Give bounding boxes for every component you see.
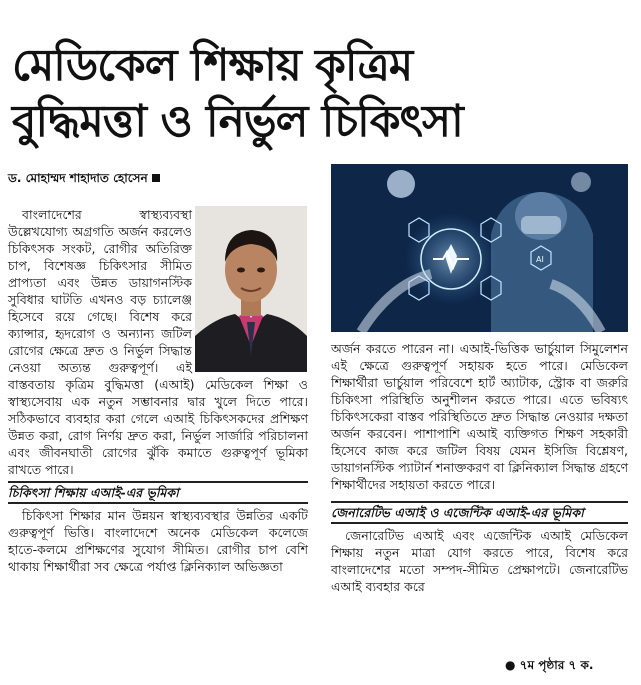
byline [8,170,160,190]
col2-paragraph-2: জেনারেটিভ এআই এবং এজেন্টিক এআই মেডিকেল শিক্ষায় নতুন মাত্রা যোগ করতে পারে, বিশেষ করে বাংলাদেশের মতো সম্পদ-সীমিত প্রেক্ষাপটে। জেনারেটিভ এআই ব্যবহার করে [331,528,628,594]
portrait-wrap-spacer [192,206,308,374]
column-2 [331,340,628,595]
headline-line-2: বুদ্ধিমত্তা ও নির্ভুল চিকিৎসা [12,96,463,147]
headline-line-1: মেডিকেল শিক্ষায় কৃত্রিম [12,40,413,91]
doctor-ai-hologram-image [331,164,628,332]
byline-square-icon [152,174,160,182]
col2-paragraph-1: অর্জন করতে পারেন না। এআই-ভিত্তিক ভার্চুয়াল সিমুলেশন এই ক্ষেত্রে গুরুত্বপূর্ণ সহায়ক হতে পারে। মেডিকেল শিক্ষার্থীরা ভার্চুয়াল পরিবেশে হার্ট অ্যাটাক, স্ট্রোক বা জরুরি চিকিৎসা পরিস্থিতি অনুশীলন করতে পারে। এতে ভবিষ্যৎ চিকিৎসকেরা বাস্তব পরিস্থিতিতে দ্রুত সিদ্ধান্ত নেওয়ার দক্ষতা অর্জন করবেন। পাশাপাশি এআই ব্যক্তিগত শিক্ষণ সহকারী হিসেবে কাজ করে জটিল বিষয় যেমন ইসিজি বিশ্লেষণ, ডায়াগনস্টিক প্যাটার্ন শনাক্তকরণ বা ক্লিনিক্যাল সিদ্ধান্ত গ্রহণে শিক্ষার্থীদের সহায়তা করতে পারে। [331,341,628,492]
col1-paragraph-2: চিকিৎসা শিক্ষার মান উন্নয়ন স্বাস্থ্যব্যবস্থার উন্নতির একটি গুরুত্বপূর্ণ ভিত্তি। বাংলাদেশে অনেক মেডিকেল কলেজে হাতে-কলমে প্রশিক্ষণের সুযোগ সীমিত। রোগীর চাপ বেশি থাকায় শিক্ষার্থীরা সব ক্ষেত্রে পর্যাপ্ত ক্লিনিক্যাল অভিজ্ঞতা [8,508,308,574]
subhead-medical-education-ai: চিকিৎসা শিক্ষায় এআই-এর ভূমিকা [8,481,308,504]
subhead-generative-agentic-ai: জেনারেটিভ এআই ও এজেন্টিক এআই-এর ভূমিকা [331,501,628,524]
col1-paragraph-1: বাংলাদেশের স্বাস্থ্যব্যবস্থা উল্লেখযোগ্য অগ্রগতি অর্জন করলেও চিকিৎসক সংকট, রোগীর অতিরিক্ত চাপ, বিশেষজ্ঞ চিকিৎসার সীমিত প্রাপ্যতা এবং উন্নত ডায়াগনস্টিক সুবিধার ঘাটতি এখনও বড় চ্যালেঞ্জ হিসেবে রয়ে গেছে। বিশেষ করে ক্যান্সার, হৃদরোগ ও অন্যান্য জটিল রোগের ক্ষেত্রে দ্রুত ও নির্ভুল সিদ্ধান্ত নেওয়া অত্যন্ত গুরুত্বপূর্ণ। এই বাস্তবতায় কৃত্রিম বুদ্ধিমত্তা (এআই) মেডিকেল শিক্ষা ও স্বাস্থ্যসেবায় এক নতুন সম্ভাবনার দ্বার খুলে দিতে পারে। সঠিকভাবে ব্যবহার করা গেলে এআই চিকিৎসকদের প্রশিক্ষণ উন্নত করা, রোগ নির্ণয় দ্রুত করা, নির্ভুল সার্জারি পরিচালনা এবং জীবনঘাতী রোগের ঝুঁকি কমাতে গুরুত্বপূর্ণ ভূমিকা রাখতে পারে। [8,207,308,477]
photo-ai-badge: AI [536,255,544,264]
headline [12,38,632,150]
author-name: ড. মোহাম্মদ শাহাদাত হোসেন [8,171,148,185]
column-1 [8,206,308,575]
feature-photo [331,164,628,332]
continued-on-page-7: ● ৭ম পৃষ্ঠার ৭ ক. [505,658,594,672]
